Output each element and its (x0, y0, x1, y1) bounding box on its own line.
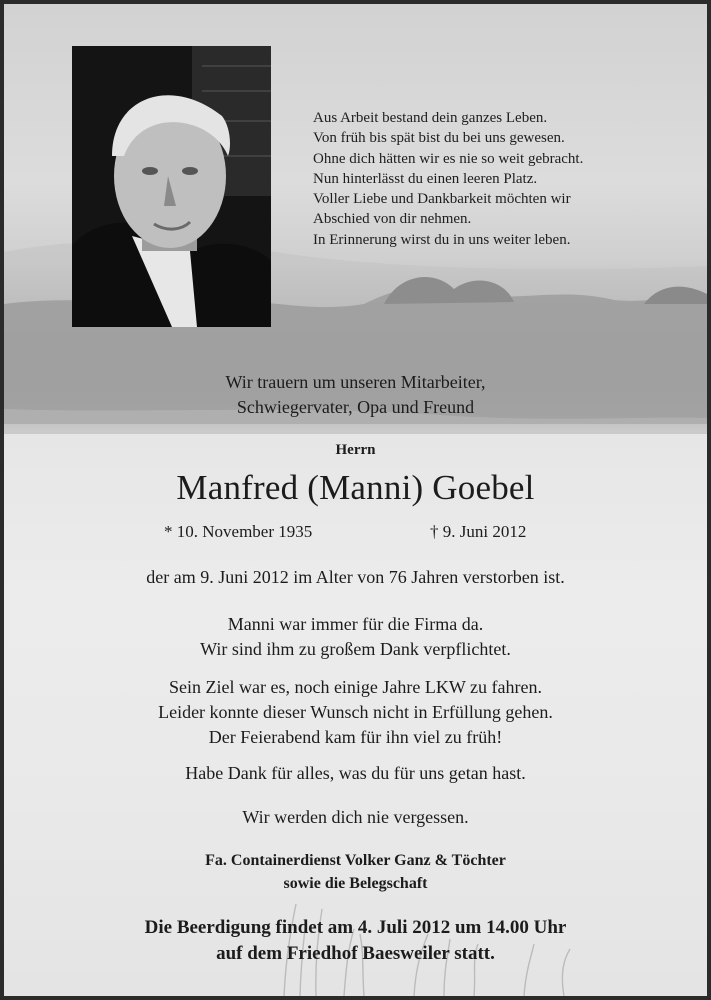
tribute-line: Sein Ziel war es, noch einige Jahre LKW zu fahren. (168, 677, 543, 697)
funeral-notice (4, 915, 707, 967)
tribute-paragraph-2 (4, 675, 707, 750)
poem-line: Voller Liebe und Dankbarkeit möchten wir (313, 191, 571, 208)
obituary-notice (4, 4, 707, 996)
poem-line: Aus Arbeit bestand dein ganzes Leben. (313, 110, 548, 126)
tribute-line: Manni war immer für die Firma da. (227, 614, 484, 634)
signature-company: Fa. Containerdienst Volker Ganz & Töchter (205, 852, 506, 869)
death-date: † 9. Juni 2012 (430, 522, 527, 541)
tribute-line: Der Feierabend kam für ihn viel zu früh! (208, 727, 503, 747)
birth-date: * 10. November 1935 (164, 522, 313, 541)
signature-block (4, 849, 707, 895)
intro-line: Wir trauern um unseren Mitarbeiter, (225, 372, 486, 392)
signature-staff: sowie die Belegschaft (283, 875, 428, 892)
poem-line: Von früh bis spät bist du bei uns gewesen. (313, 130, 565, 147)
salutation: Herrn (335, 442, 376, 458)
tribute-paragraph-1 (4, 612, 707, 662)
tribute-line: Wir sind ihm zu großem Dank verpflichtet. (200, 639, 511, 659)
mourning-intro (4, 370, 707, 420)
poem-line: Ohne dich hätten wir es nie so weit gebracht. (313, 150, 584, 167)
tribute-line: Leider konnte dieser Wunsch nicht in Erfüllung gehen. (158, 702, 553, 722)
memorial-poem (313, 108, 693, 250)
funeral-line: auf dem Friedhof Baesweiler statt. (216, 943, 495, 964)
intro-line: Schwiegervater, Opa und Freund (236, 397, 475, 417)
funeral-line: Die Beerdigung findet am 4. Juli 2012 um 14.00 Uhr (144, 917, 567, 938)
deceased-name: Manfred (Manni) Goebel (176, 468, 535, 507)
passing-statement: der am 9. Juni 2012 im Alter von 76 Jahren verstorben ist. (146, 567, 565, 587)
poem-line: Abschied von dir nehmen. (313, 211, 472, 228)
poem-line: Nun hinterlässt du einen leeren Platz. (313, 170, 538, 187)
thanks-line: Habe Dank für alles, was du für uns getan hast. (185, 763, 526, 783)
poem-line: In Erinnerung wirst du in uns weiter leben. (313, 231, 571, 248)
farewell-line: Wir werden dich nie vergessen. (242, 807, 469, 827)
portrait-photo (72, 46, 271, 327)
